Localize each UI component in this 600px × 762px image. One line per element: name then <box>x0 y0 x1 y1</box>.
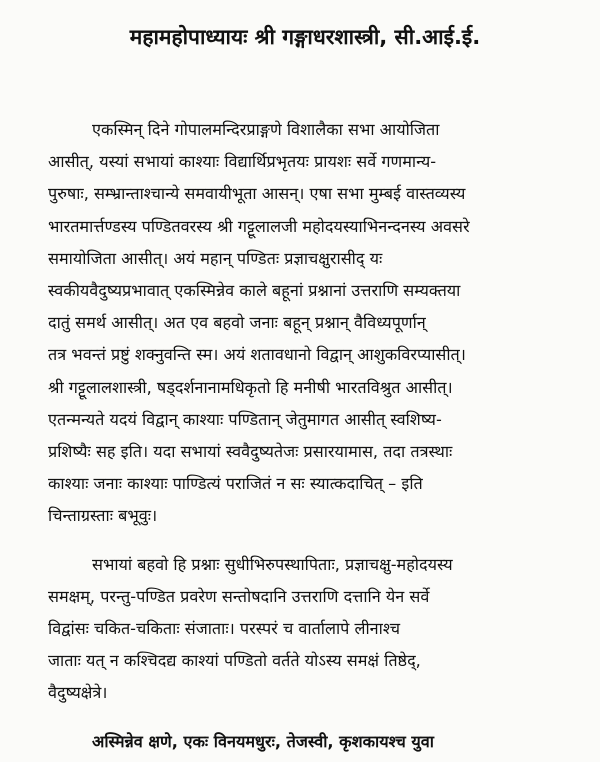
paragraph-gap <box>48 533 562 549</box>
paragraph-line: एकस्मिन् दिने गोपालमन्दिरप्राङ्गणे विशालैका सभा आयोजिता <box>92 120 440 139</box>
paragraph-line: आसीत्, यस्यां सभायां काश्याः विद्यार्थिप्रभृतयः प्रायशः सर्वे गणमान्य- <box>48 152 437 172</box>
paragraph-line: समक्षम्, परन्तु-पण्डित प्रवरेण सन्तोषदानि उत्तराणि दत्तानि येन सर्वे <box>48 586 430 606</box>
paragraph-line: विद्वांसः चकित-चकिताः संजाताः। परस्परं च वार्तालापे लीनाश्च <box>48 619 400 639</box>
paragraph-line: चिन्ताग्रस्ताः बभूवुः। <box>48 506 158 526</box>
paragraph-line: एतन्मन्यते यदयं विद्वान् काश्याः पण्डितान् जेतुमागत आसीत् स्वशिष्य- <box>48 409 442 429</box>
paragraph-line: तत्र भवन्तं प्रष्टुं शक्नुवन्ति स्म। अयं शतावधानो विद्वान् आशुकविरप्यासीत्। <box>48 345 466 365</box>
paragraph-line: प्रशिष्यैः सह इति। यदा सभायां स्ववैदुष्यतेजः प्रसारयामास, तदा तत्रस्थाः <box>48 442 453 462</box>
paragraph-line: दातुं समर्थ आसीत्। अत एव बहवो जनाः बहून् प्रश्नान् वैविध्यपूर्णान् <box>48 313 426 333</box>
paragraph-line: जाताः यत् न कश्चिदद्य काश्यां पण्डितो वर्तते योऽस्य समक्षं तिष्ठेद्, <box>48 651 421 671</box>
paragraph-line: समायोजिता आसीत्। अयं महान् पण्डितः प्रज्ञाचक्षुरासीद् यः <box>48 248 383 268</box>
paragraph-line: स्वकीयवैदुष्यप्रभावात् एकस्मिन्नेव काले बहूनां प्रश्नानां उत्तराणि सम्यक्तया <box>48 281 461 301</box>
paragraph-line: पुरुषाः, सम्भ्रान्ताश्चान्ये समवायीभूता आसन्। एषा सभा मुम्बई वास्तव्यस्य <box>48 184 466 204</box>
paragraph-line: वैदुष्यक्षेत्रे। <box>48 683 108 703</box>
paragraph-2 <box>48 549 562 710</box>
paragraph-gap <box>48 710 562 726</box>
page-title: महामहोपाध्यायः श्री गङ्गाधरशास्त्री, सी.आई.ई. <box>129 25 481 49</box>
paragraph-line: काश्याः जनाः काश्याः पाण्डित्यं पराजितं न सः स्यात्कदाचित् – इति <box>48 474 423 494</box>
paragraph-1 <box>48 114 562 533</box>
paragraph-line: श्री गट्टूलालशास्त्री, षड्दर्शनानामधिकृतो हि मनीषी भारतविश्रुत आसीत्। <box>48 377 453 397</box>
closing-line: अस्मिन्नेव क्षणे, एकः विनयमधुरः, तेजस्वी, कृशकायश्च युवा <box>92 731 435 751</box>
paragraph-line: भारतमार्त्तण्डस्य पण्डितवरस्य श्री गट्टूलालजी महोदयस्याभिनन्दनस्य अवसरे <box>48 216 470 236</box>
paragraph-line: सभायां बहवो हि प्रश्नाः सुधीभिरुपस्थापिताः, प्रज्ञाचक्षु-महोदयस्य <box>92 554 453 574</box>
